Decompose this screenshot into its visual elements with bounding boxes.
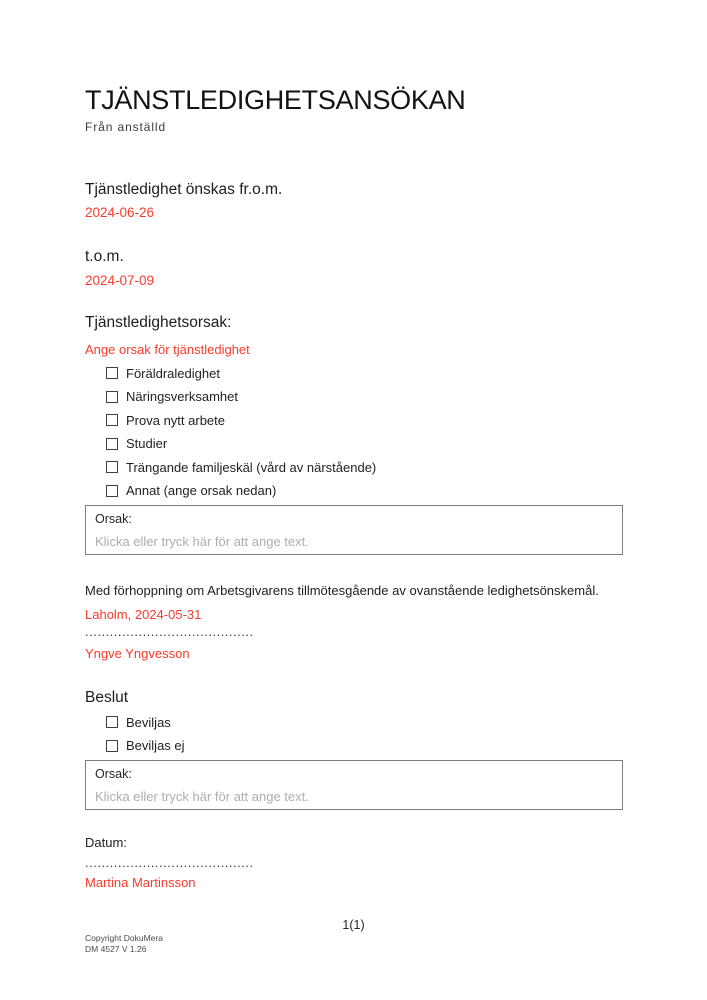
page-number: 1(1) [342, 918, 365, 932]
copyright-block [85, 933, 163, 954]
checkbox-label: Studier [126, 436, 168, 451]
date-label: Datum: [85, 835, 127, 850]
checkbox-label: Näringsverksamhet [126, 389, 238, 404]
checkbox-icon[interactable] [106, 740, 118, 752]
checkbox-label: Föräldraledighet [126, 365, 220, 381]
place-date-field[interactable]: Laholm, 2024-05-31 [85, 607, 202, 622]
orsak-placeholder[interactable]: Klicka eller tryck här för att ange text. [95, 789, 309, 804]
from-date-label: Tjänstledighet önskas fr.o.m. [85, 181, 283, 198]
checkbox-row-annat[interactable] [106, 484, 376, 498]
decision-checkbox-group [106, 715, 185, 762]
checkbox-label: Trängande familjeskäl (vård av närstående) [126, 459, 377, 475]
checkbox-row-foraldraledighet[interactable] [106, 366, 376, 380]
reason-hint-field[interactable]: Ange orsak för tjänstledighet [85, 342, 250, 357]
orsak-placeholder[interactable]: Klicka eller tryck här för att ange text. [95, 534, 309, 549]
orsak-label: Orsak: [95, 767, 132, 781]
checkbox-label: Beviljas [126, 714, 171, 730]
checkbox-row-prova-nytt-arbete[interactable] [106, 413, 376, 427]
page-title: TJÄNSTLEDIGHETSANSÖKAN [85, 85, 466, 115]
checkbox-icon[interactable] [106, 438, 118, 450]
checkbox-label: Prova nytt arbete [126, 412, 225, 428]
checkbox-icon[interactable] [106, 367, 118, 379]
signature-line: ......................................... [85, 855, 254, 870]
version-line: DM 4527 V 1.26 [85, 943, 147, 954]
decision-reason-textbox[interactable] [85, 760, 623, 810]
checkbox-icon[interactable] [106, 391, 118, 403]
employee-signature-name-field[interactable]: Yngve Yngvesson [85, 646, 190, 661]
checkbox-row-beviljas-ej[interactable] [106, 739, 185, 753]
reason-section-label: Tjänstledighetsorsak: [85, 314, 232, 331]
checkbox-icon[interactable] [106, 716, 118, 728]
reason-checkbox-group [106, 366, 376, 507]
orsak-label: Orsak: [95, 512, 132, 526]
checkbox-row-naringsverksamhet[interactable] [106, 390, 376, 404]
checkbox-icon[interactable] [106, 414, 118, 426]
checkbox-label: Annat (ange orsak nedan) [126, 483, 277, 498]
checkbox-icon[interactable] [106, 461, 118, 473]
checkbox-row-trangande-familjeskal[interactable] [106, 460, 376, 474]
to-date-field[interactable]: 2024-07-09 [85, 273, 155, 288]
employer-signature-name-field[interactable]: Martina Martinsson [85, 875, 196, 890]
checkbox-row-beviljas[interactable] [106, 715, 185, 729]
copyright-line: Copyright DokuMera [85, 933, 163, 943]
signature-line: ......................................... [85, 624, 254, 639]
checkbox-row-studier[interactable] [106, 437, 376, 451]
checkbox-icon[interactable] [106, 485, 118, 497]
decision-section-heading: Beslut [85, 689, 129, 706]
from-date-field[interactable]: 2024-06-26 [85, 205, 155, 220]
to-date-label: t.o.m. [85, 248, 124, 265]
page-subtitle: Från anställd [85, 120, 167, 134]
reason-textbox[interactable] [85, 505, 623, 555]
closing-statement: Med förhoppning om Arbetsgivarens tillmötesgående av ovanstående ledighetsönskemål. [85, 583, 599, 598]
checkbox-label: Beviljas ej [126, 738, 185, 753]
